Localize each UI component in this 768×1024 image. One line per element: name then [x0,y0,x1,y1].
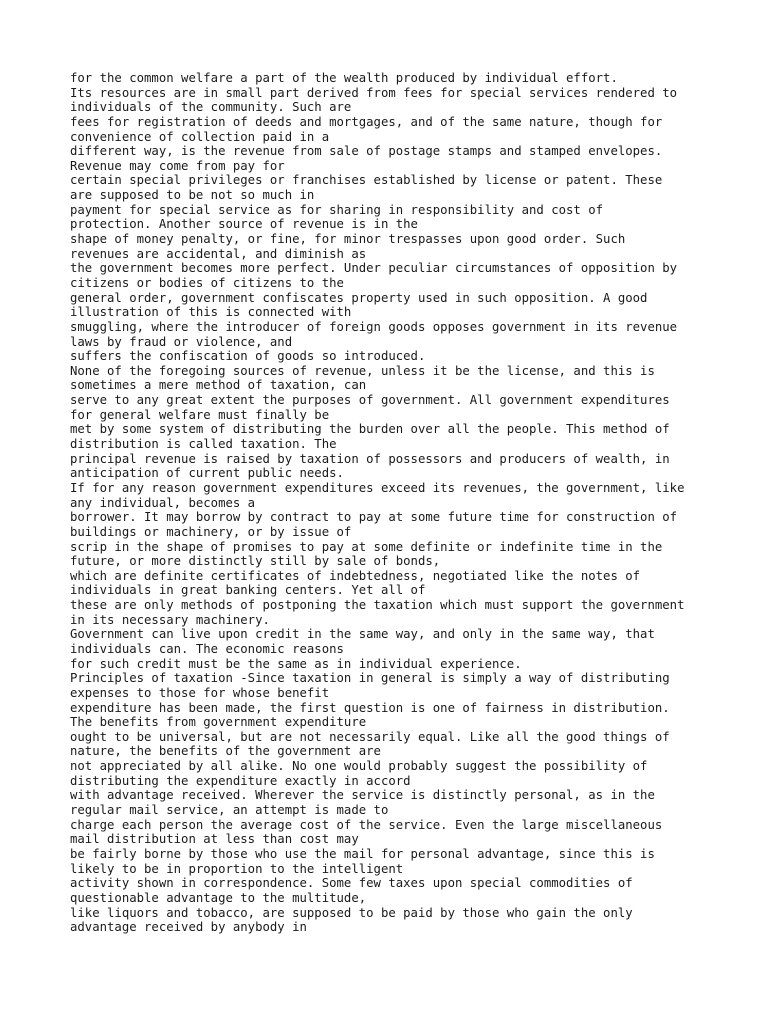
text-line: The benefits from government expenditure [70,715,367,730]
text-line: smuggling, where the introducer of foreign goods opposes government in its revenue [70,319,678,334]
text-line: distribution is called taxation. The [70,437,337,452]
text-line: certain special privileges or franchises established by license or patent. These [70,173,663,188]
document-page [70,71,740,935]
text-line: advantage received by anybody in [70,920,307,935]
text-line: revenues are accidental, and diminish as [70,246,367,261]
text-line: payment for special service as for sharing in responsibility and cost of [70,202,604,217]
text-line: not appreciated by all alike. No one would probably suggest the possibility of [70,759,648,774]
text-line: which are definite certificates of indebtedness, negotiated like the notes of [70,568,641,583]
text-line: like liquors and tobacco, are supposed to be paid by those who gain the only [70,905,633,920]
text-line: citizens or bodies of citizens to the [70,275,344,290]
text-line: charge each person the average cost of the service. Even the large miscellaneous [70,817,663,832]
text-line: with advantage received. Wherever the service is distinctly personal, as in the [70,788,655,803]
text-line: Government can live upon credit in the same way, and only in the same way, that [70,627,655,642]
text-line: are supposed to be not so much in [70,188,315,203]
text-line: fees for registration of deeds and mortgages, and of the same nature, though for [70,114,663,129]
text-line: the government becomes more perfect. Under peculiar circumstances of opposition by [70,261,678,276]
text-line: individuals can. The economic reasons [70,641,344,656]
text-line: individuals of the community. Such are [70,100,352,115]
text-line: illustration of this is connected with [70,305,352,320]
text-line: If for any reason government expenditures exceed its revenues, the government, like [70,480,685,495]
text-line: scrip in the shape of promises to pay at some definite or indefinite time in the [70,539,663,554]
text-line: sometimes a mere method of taxation, can [70,378,367,393]
text-line: suffers the confiscation of goods so introduced. [70,349,426,364]
text-line: convenience of collection paid in a [70,129,330,144]
text-line: Revenue may come from pay for [70,158,285,173]
text-line: for the common welfare a part of the wealth produced by individual effort. [70,71,618,85]
text-line: mail distribution at less than cost may [70,832,359,847]
text-line: nature, the benefits of the government are [70,744,381,759]
text-line: distributing the expenditure exactly in accord [70,773,411,788]
text-line: in its necessary machinery. [70,612,270,627]
text-line: Principles of taxation -Since taxation in general is simply a way of distributing [70,671,670,686]
text-line: expenses to those for whose benefit [70,685,330,700]
text-line: likely to be in proportion to the intelligent [70,861,404,876]
text-line: regular mail service, an attempt is made to [70,803,389,818]
text-line: for such credit must be the same as in individual experience. [70,656,522,671]
text-line: individuals in great banking centers. Yet all of [70,583,426,598]
text-line: buildings or machinery, or by issue of [70,524,352,539]
text-line: protection. Another source of revenue is in the [70,217,418,232]
text-line: questionable advantage to the multitude, [70,890,367,905]
text-line: borrower. It may borrow by contract to pay at some future time for construction of [70,510,678,525]
text-line: different way, is the revenue from sale of postage stamps and stamped envelopes. [70,144,663,159]
text-line: anticipation of current public needs. [70,466,344,481]
text-line: met by some system of distributing the burden over all the people. This method of [70,422,670,437]
text-line: ought to be universal, but are not necessarily equal. Like all the good things of [70,729,670,744]
text-line: serve to any great extent the purposes of government. All government expenditures [70,393,670,408]
text-line: future, or more distinctly still by sale of bonds, [70,554,441,569]
text-line: these are only methods of postponing the taxation which must support the government [70,598,685,613]
text-line: laws by fraud or violence, and [70,334,293,349]
text-line: shape of money penalty, or fine, for minor trespasses upon good order. Such [70,232,626,247]
text-line: for general welfare must finally be [70,407,330,422]
text-line: principal revenue is raised by taxation of possessors and producers of wealth, in [70,451,670,466]
text-line: any individual, becomes a [70,495,256,510]
text-line: expenditure has been made, the first question is one of fairness in distribution. [70,700,670,715]
text-line: be fairly borne by those who use the mail for personal advantage, since this is [70,846,655,861]
document-body [70,71,740,935]
text-line: None of the foregoing sources of revenue, unless it be the license, and this is [70,363,655,378]
text-line: activity shown in correspondence. Some few taxes upon special commodities of [70,876,633,891]
text-line: Its resources are in small part derived from fees for special services rendered to [70,85,678,100]
text-line: general order, government confiscates property used in such opposition. A good [70,290,648,305]
